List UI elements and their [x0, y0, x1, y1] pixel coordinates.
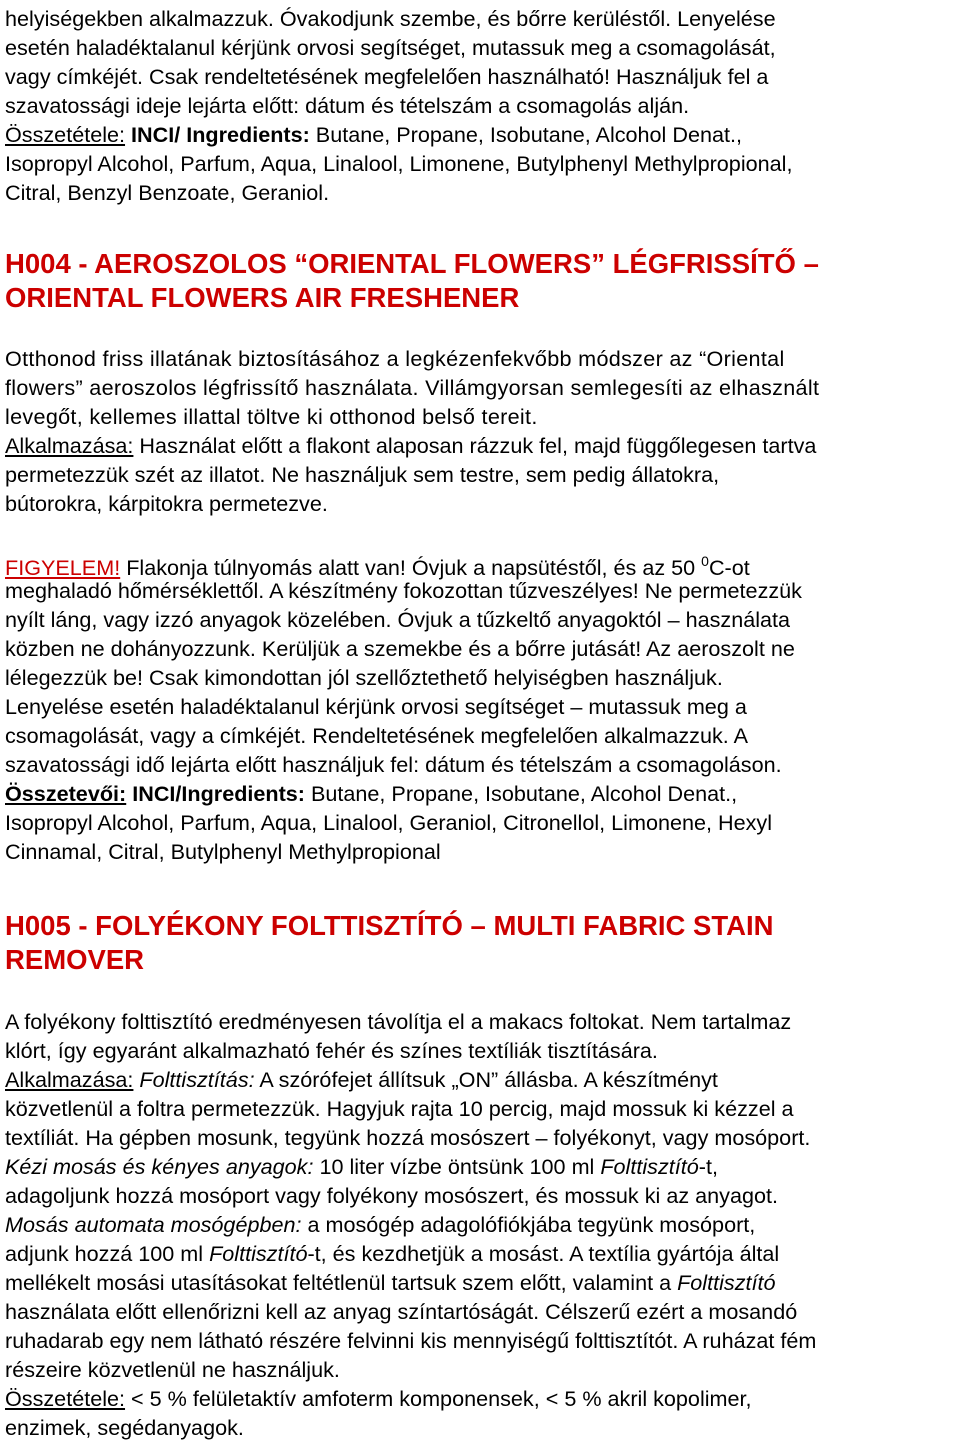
h005-desc-line: A folyékony folttisztító eredményesen távolítja el a makacs foltokat. Nem tartalmaz [5, 1009, 792, 1034]
usage-label: Alkalmazása: [5, 433, 134, 458]
h005-usage-line: részeire közvetlenül ne használjuk. [5, 1357, 340, 1382]
h004-warning-line: Lenyelése esetén haladéktalanul kérjünk orvosi segítséget – mutassuk meg a [5, 694, 747, 719]
h004-warning-line: közben ne dohányozzunk. Kerüljük a szemekbe és a bőrre jutását! Az aeroszolt ne [5, 636, 795, 661]
h004-desc-line: Otthonod friss illatának biztosításához a legkézenfekvőbb módszer az “Oriental [5, 346, 785, 371]
h005-usage-line: adjunk hozzá 100 ml Folttisztító-t, és kezdhetjük a mosást. A textília gyártója által [5, 1241, 780, 1266]
usage-label: Alkalmazása: [5, 1067, 134, 1092]
h004-ingredients-line: Isopropyl Alcohol, Parfum, Aqua, Linalool, Geraniol, Citronellol, Limonene, Hexyl [5, 810, 772, 835]
h004-desc-line: levegőt, kellemes illattal töltve ki otthonod belső tereit. [5, 404, 538, 429]
h004-warning-line: FIGYELEM! Flakonja túlnyomás alatt van! Óvjuk a napsütéstől, és az 50 $^0$C-ot [5, 553, 750, 580]
h005-composition-line: Összetétele: < 5 % felületaktív amfoterm komponensek, < 5 % akril kopolimer, [5, 1386, 752, 1411]
inci-label: INCI/ Ingredients: [131, 122, 310, 147]
h004-warning-line: csomagolását, vagy a címkéjét. Rendeltetésének megfelelően alkalmazzuk. A [5, 723, 748, 748]
h005-usage-line: használata előtt ellenőrizni kell az anyag színtartóságát. Célszerű ezért a mosandó [5, 1299, 798, 1324]
h004-title: H004 - AEROSZOLOS “ORIENTAL FLOWERS” LÉGFRISSÍTŐ – [5, 248, 819, 279]
intro-line: helyiségekben alkalmazzuk. Óvakodjunk szembe, és bőrre kerüléstől. Lenyelése [5, 6, 776, 31]
h004-warning-line: szavatossági idő lejárta előtt használjuk fel: dátum és tételszám a csomagoláson. [5, 752, 782, 777]
h005-usage-line: textíliát. Ha gépben mosunk, tegyünk hozzá mosószert – folyékonyt, vagy mosóport. [5, 1125, 811, 1150]
h004-usage-line: Alkalmazása: Használat előtt a flakont alaposan rázzuk fel, majd függőlegesen tartva [5, 433, 817, 458]
h004-desc-line: flowers” aeroszolos légfrissítő használata. Villámgyorsan semlegesíti az elhasznált [5, 375, 820, 400]
h005-title: REMOVER [5, 944, 145, 975]
warning-label: FIGYELEM! [5, 555, 121, 580]
composition-label: Összetétele: [5, 1386, 126, 1411]
h005-usage-line: ruhadarab egy nem látható részére felvinni kis mennyiségű folttisztítót. A ruházat fém [5, 1328, 817, 1353]
h005-usage-line: adagoljunk hozzá mosóport vagy folyékony mosószert, és mossuk ki az anyagot. [5, 1183, 778, 1208]
h004-ingredients-line: Cinnamal, Citral, Butylphenyl Methylpropional [5, 839, 441, 864]
composition-label: Összetétele: [5, 122, 126, 147]
h005-desc-line: klórt, így egyaránt alkalmazható fehér és színes textíliák tisztítására. [5, 1038, 658, 1063]
intro-line: Citral, Benzyl Benzoate, Geraniol. [5, 180, 330, 205]
h005-usage-line: közvetlenül a foltra permetezzük. Hagyjuk rajta 10 percig, majd mossuk ki kézzel a [5, 1096, 794, 1121]
h004-ingredients-line: Összetevői: INCI/Ingredients: Butane, Propane, Isobutane, Alcohol Denat., [5, 781, 738, 806]
h005-composition-line: enzimek, segédanyagok. [5, 1415, 244, 1440]
h004-usage-line: bútorokra, kárpitokra permetezve. [5, 491, 328, 516]
h004-title: ORIENTAL FLOWERS AIR FRESHENER [5, 282, 520, 313]
intro-line: szavatossági ideje lejárta előtt: dátum és tételszám a csomagolás alján. [5, 93, 690, 118]
h004-usage-line: permetezzük szét az illatot. Ne használjuk sem testre, sem pedig állatokra, [5, 462, 720, 487]
intro-composition-line [5, 120, 742, 149]
degree-superscript: 0 [701, 553, 709, 569]
intro-line: Isopropyl Alcohol, Parfum, Aqua, Linalool, Limonene, Butylphenyl Methylpropional, [5, 151, 793, 176]
h005-usage-line: mellékelt mosási utasításokat feltétlenül tartsuk szem előtt, valamint a Folttisztító [5, 1270, 776, 1295]
h005-title: H005 - FOLYÉKONY FOLTTISZTÍTÓ – MULTI FABRIC STAIN [5, 910, 774, 941]
ingredients-text: Butane, Propane, Isobutane, Alcohol Denat., [315, 122, 742, 147]
h004-warning-line: meghaladó hőmérséklettől. A készítmény fokozottan tűzveszélyes! Ne permetezzük [5, 578, 802, 603]
intro-line: vagy címkéjét. Csak rendeltetésének megfelelően használható! Használjuk fel a [5, 64, 769, 89]
intro-line: esetén haladéktalanul kérjünk orvosi segítséget, mutassuk meg a csomagolását, [5, 35, 776, 60]
h005-usage-line: Mosás automata mosógépben: a mosógép adagolófiókjába tegyünk mosóport, [5, 1212, 756, 1237]
h005-usage-line: Alkalmazása: Folttisztítás: A szórófejet állítsuk „ON” állásba. A készítményt [5, 1067, 718, 1092]
h005-usage-line: Kézi mosás és kényes anyagok: 10 liter vízbe öntsünk 100 ml Folttisztító-t, [5, 1154, 718, 1179]
h004-warning-line: nyílt láng, vagy izzó anyagok közelében. Óvjuk a tűzkeltő anyagoktól – használata [5, 607, 791, 632]
inci-label: INCI/Ingredients: [132, 781, 305, 806]
ingredients-label: Összetevői: [5, 781, 127, 806]
h004-warning-line: lélegezzük be! Csak kimondottan jól szellőztethető helyiségben használjuk. [5, 665, 723, 690]
